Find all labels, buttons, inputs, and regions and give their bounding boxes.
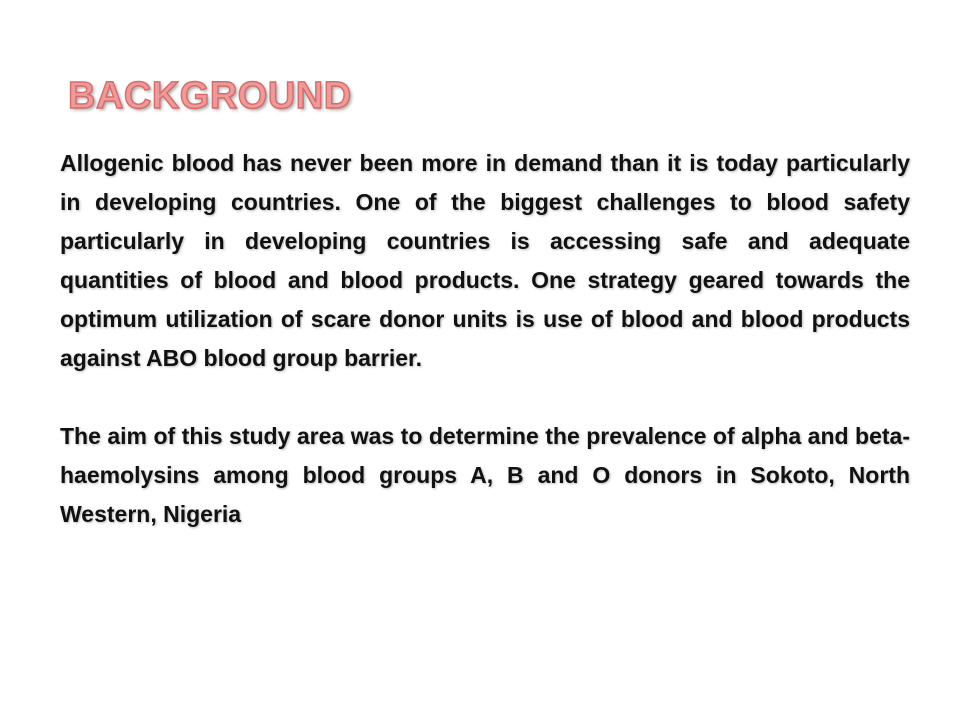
slide-body [60, 144, 910, 534]
slide-title: BACKGROUND [68, 75, 352, 117]
study-aim-paragraph: The aim of this study area was to determine the prevalence of alpha and beta- haemolysins among blood groups A, B and O donors in Sokoto, North Western, Nigeria [60, 423, 910, 527]
background-paragraph: Allogenic blood has never been more in demand than it is today particularly in developing countries. One of the biggest challenges to blood safety particularly in developing countries is accessing safe and adequate quantities of blood and blood products. One strategy geared towards the optimum utilization of scare donor units is use of blood and blood products against ABO blood group barrier. [60, 150, 910, 371]
